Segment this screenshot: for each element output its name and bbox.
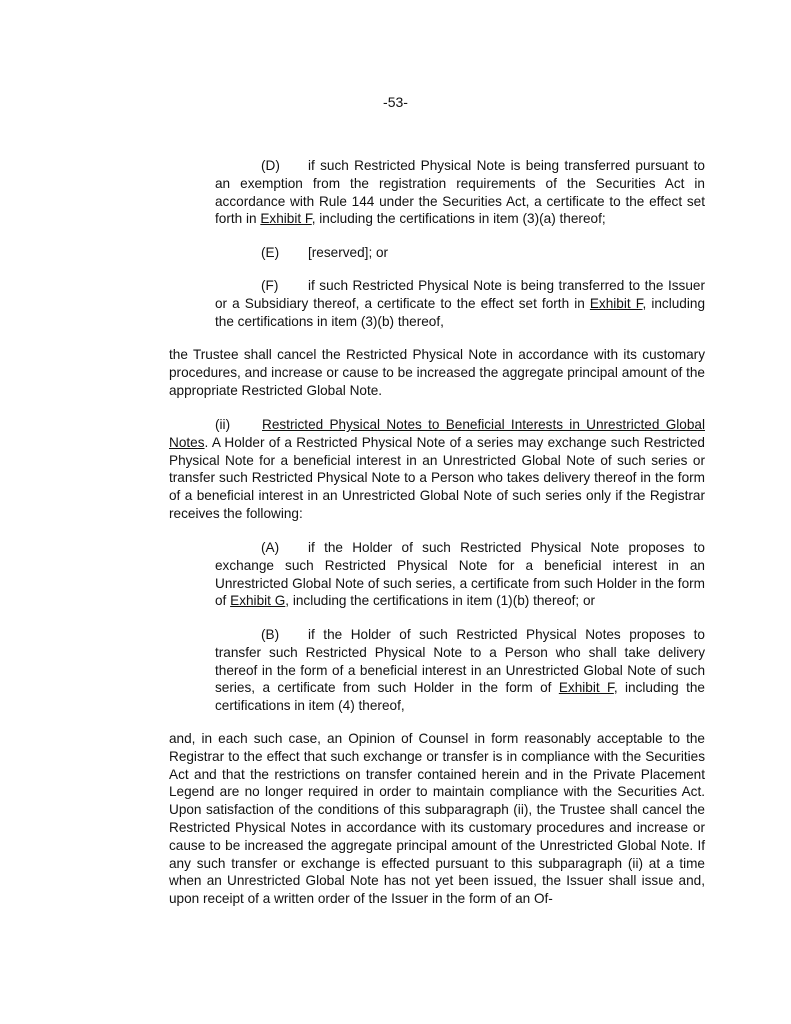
clause-d-label: (D): [261, 158, 280, 173]
clause-e-text: [reserved]; or: [308, 245, 389, 260]
page-number: -53-: [383, 94, 408, 110]
exhibit-f-link-b: Exhibit F: [558, 680, 614, 696]
clause-f-text-end: , including the certifications in item (3)(b) thereof,: [215, 295, 706, 329]
clause-b: [215, 626, 705, 715]
clause-b-text-end: , including the certifications in item (4) thereof,: [215, 680, 705, 714]
clause-f: [215, 277, 705, 330]
exhibit-f-link-d: Exhibit F: [260, 211, 312, 227]
section-ii-heading: Restricted Physical Notes to Beneficial Interests in Unrestricted Global Notes: [169, 417, 705, 450]
clause-a-text-end: , including the certifications in item (1)(b) thereof; or: [285, 593, 596, 609]
clause-a-text: if the Holder of such Restricted Physical Note proposes to exchange such Restricted Physical Note for a beneficial interest in an Unrestricted Global Note of such series, a certificate from such Holder in the form of: [215, 540, 705, 609]
clause-b-text: if the Holder of such Restricted Physical Notes proposes to transfer such Restricted Physical Note to a Person who shall take delivery thereof in the form of a beneficial interest in an Unrestricted Global Note of such series, a certificate from such Holder in the form of: [215, 627, 705, 696]
clause-a: [215, 539, 705, 610]
clause-d: [215, 157, 705, 228]
final-paragraph: and, in each such case, an Opinion of Counsel in form reasonably acceptable to the Registrar to the effect that such exchange or transfer is in compliance with the Securities Act and that the restrictions on transfer contained herein and in the Private Placement Legend are no longer required in order to maintain compliance with the Securities Act. Upon satisfaction of the conditions of this subparagraph (ii), the Trustee shall cancel the Restricted Physical Notes in accordance with its customary procedures and increase or cause to be increased the aggregate principal amount of the Unrestricted Global Note. If any such transfer or exchange is effected pursuant to this subparagraph (ii) at a time when an Unrestricted Global Note has not yet been issued, the Issuer shall issue and, upon receipt of a written order of the Issuer in the form of an Of-: [169, 731, 705, 907]
exhibit-g-link: Exhibit G: [230, 593, 286, 609]
clause-d-text-end: , including the certifications in item (3)(a) thereof;: [311, 211, 606, 227]
section-ii: [169, 416, 705, 523]
clause-d-text: if such Restricted Physical Note is being transferred pursuant to an exemption from the registration requirements of the Securities Act in accordance with Rule 144 under the Securities Act, a certificate to the effect set forth in: [215, 158, 705, 227]
section-ii-text: . A Holder of a Restricted Physical Note of a series may exchange such Restricted Physical Note for a beneficial interest in an Unrestricted Global Note of such series or transfer such Restricted Physical Note to a Person who takes delivery thereof in the form of a beneficial interest in an Unrestricted Global Note of such series only if the Registrar receives the following:: [169, 434, 705, 521]
clause-e: [215, 244, 705, 262]
exhibit-f-link-f: Exhibit F: [589, 295, 643, 311]
clause-e-label: (E): [261, 245, 280, 260]
section-ii-label: (ii): [215, 417, 231, 432]
trustee-paragraph: the Trustee shall cancel the Restricted Physical Note in accordance with its customary procedures, and increase or cause to be increased the aggregate principal amount of the appropriate Restricted Global Note.: [169, 347, 705, 398]
clause-a-label: (A): [261, 540, 280, 555]
clause-f-label: (F): [261, 278, 279, 293]
clause-f-text: if such Restricted Physical Note is being transferred to the Issuer or a Subsidiary thereof, a certificate to the effect set forth in: [215, 278, 705, 311]
clause-b-label: (B): [261, 627, 280, 642]
